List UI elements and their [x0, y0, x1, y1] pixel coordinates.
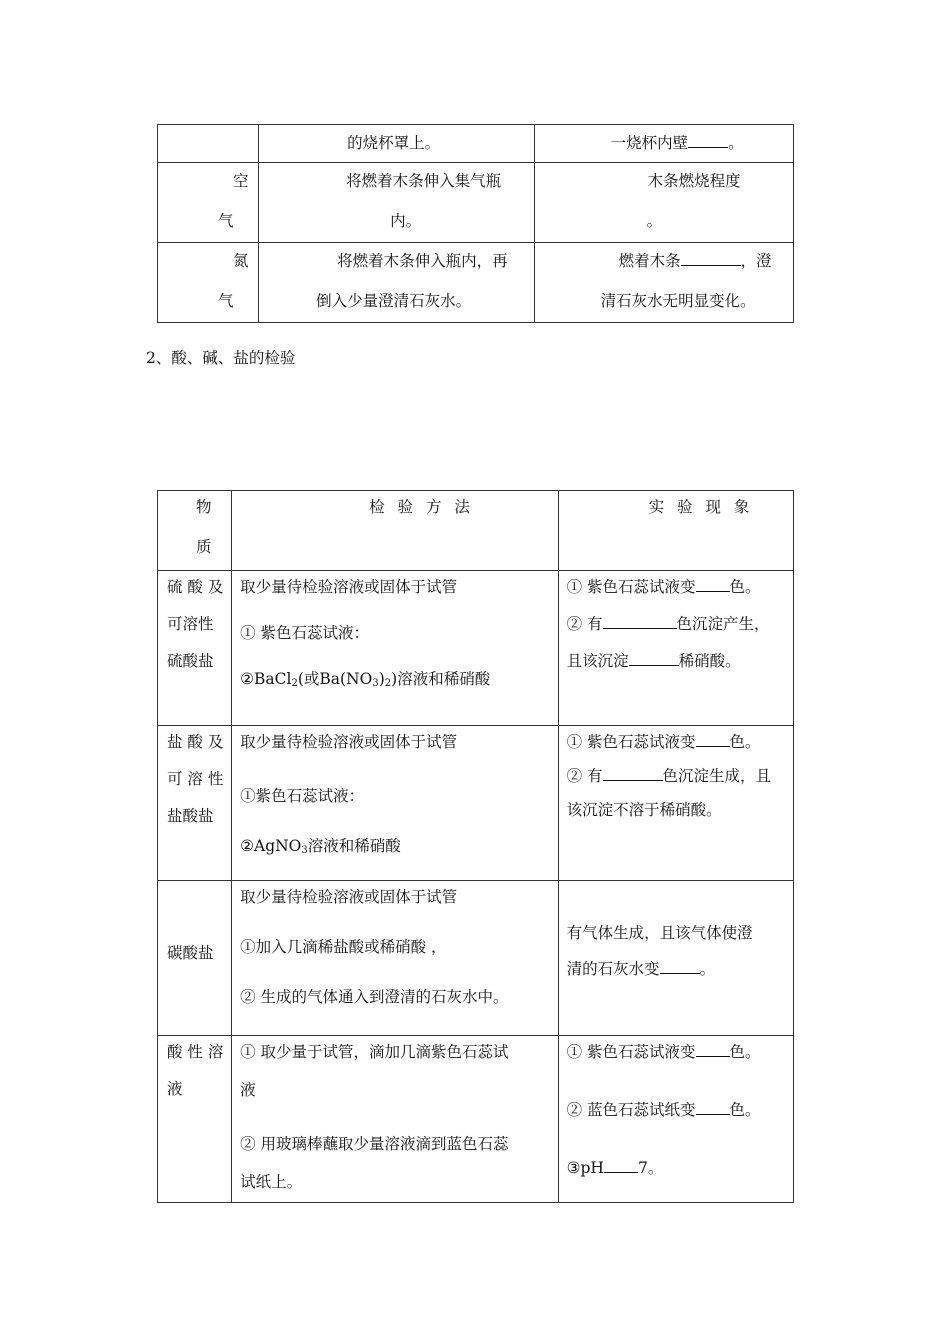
method-cell: 将燃着木条伸入瓶内，再 倒入少量澄清石灰水。: [259, 243, 534, 323]
table-row: [158, 726, 794, 881]
table-header-row: [158, 491, 794, 571]
header-substance: 物 质: [158, 491, 232, 571]
substance-cell: 氮 气: [158, 243, 259, 323]
answer-blank[interactable]: [603, 613, 677, 629]
method-cell: 取少量待检验溶液或固体于试管 ①加入几滴稀盐酸或稀硝酸 ， ② 生成的气体通入到澄清的石灰水中。: [232, 881, 559, 1036]
answer-blank[interactable]: [660, 958, 700, 974]
answer-blank[interactable]: [696, 1041, 730, 1057]
answer-blank[interactable]: [604, 1157, 638, 1173]
answer-blank[interactable]: [688, 132, 728, 148]
phenomenon-cell: ① 紫色石蕊试液变 色。 ② 有 色沉淀生成，且 该沉淀不溶于稀硝酸。: [558, 726, 793, 881]
method-cell: 的烧杯罩上。: [259, 125, 534, 163]
table-row: [158, 163, 794, 243]
substance-cell: 碳酸盐: [158, 881, 232, 1036]
answer-blank[interactable]: [681, 250, 741, 266]
phenomenon-cell: 有气体生成，且该气体使澄 清的石灰水变 。: [558, 881, 793, 1036]
phenomenon-cell: ① 紫色石蕊试液变 色。 ② 蓝色石蕊试纸变 色。 ③pH 7。: [558, 1036, 793, 1203]
table-row: [158, 1036, 794, 1203]
substance-cell: 硫 酸 及 可溶性 硫酸盐: [158, 571, 232, 726]
phenomenon-cell: ① 紫色石蕊试液变 色。 ② 有 色沉淀产生， 且该沉淀 稀硝酸。: [558, 571, 793, 726]
gas-test-table: [157, 124, 794, 323]
method-cell: 将燃着木条伸入集气瓶 内。: [259, 163, 534, 243]
answer-blank[interactable]: [629, 650, 679, 666]
table-row: [158, 125, 794, 163]
answer-blank[interactable]: [696, 576, 730, 592]
acid-base-salt-test-table: [157, 490, 794, 1203]
answer-blank[interactable]: [696, 1099, 730, 1115]
substance-cell: 酸 性 溶 液: [158, 1036, 232, 1203]
phenomenon-cell: 燃着木条 ，澄 清石灰水无明显变化。: [534, 243, 793, 323]
substance-cell: [158, 125, 259, 163]
method-cell: 取少量待检验溶液或固体于试管 ① 紫色石蕊试液： ②BaCl$_2$(或$Ba(NO_3)_2$)溶液和稀硝酸: [232, 571, 559, 726]
section-title: 2、酸、碱、盐的检验: [146, 349, 296, 367]
header-phenomenon: 实 验 现 象: [558, 491, 793, 571]
phenomenon-cell: 木条燃烧程度 。: [534, 163, 793, 243]
method-cell: 取少量待检验溶液或固体于试管 ①紫色石蕊试液： ②AgNO$_3$溶液和稀硝酸: [232, 726, 559, 881]
answer-blank[interactable]: [696, 731, 730, 747]
substance-cell: 盐 酸 及 可 溶 性 盐酸盐: [158, 726, 232, 881]
table-row: [158, 571, 794, 726]
method-cell: ① 取少量于试管，滴加几滴紫色石蕊试 液 ② 用玻璃棒蘸取少量溶液滴到蓝色石蕊 试纸上。: [232, 1036, 559, 1203]
table-row: [158, 881, 794, 1036]
answer-blank[interactable]: [603, 765, 663, 781]
phenomenon-cell: 一烧杯内壁 。: [534, 125, 793, 163]
header-method: 检 验 方 法: [232, 491, 559, 571]
table-row: [158, 243, 794, 323]
substance-cell: 空 气: [158, 163, 259, 243]
